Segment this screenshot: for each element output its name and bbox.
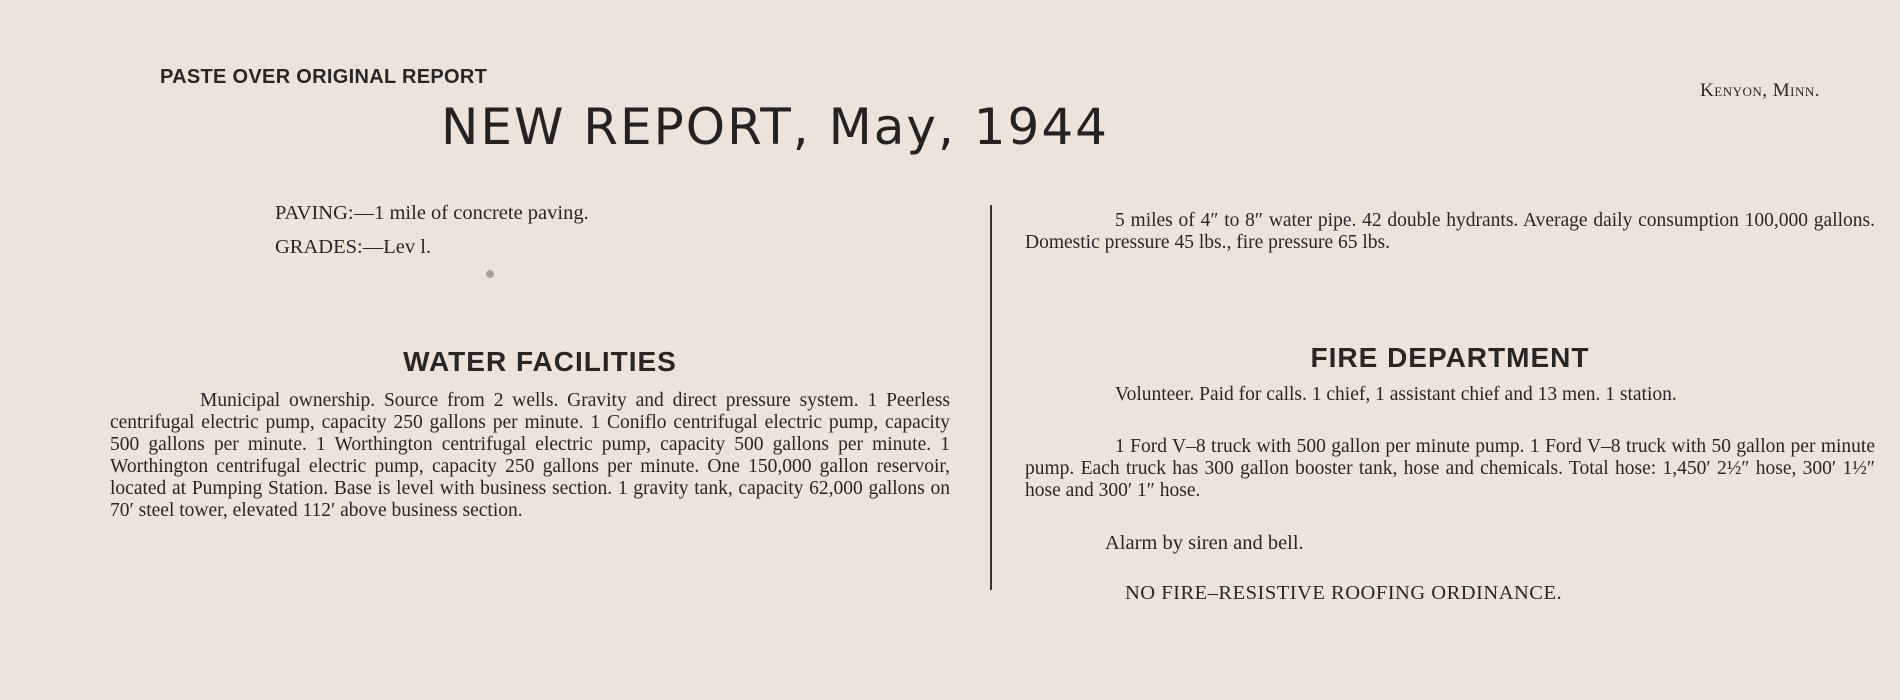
ink-mark (486, 270, 494, 278)
water-facilities-heading: WATER FACILITIES (403, 346, 677, 377)
fire-department-heading: FIRE DEPARTMENT (1310, 342, 1590, 373)
column-divider (990, 205, 992, 590)
alarm-line: Alarm by siren and bell. (1105, 532, 1304, 554)
roofing-ordinance-line: NO FIRE–RESISTIVE ROOFING ORDINANCE. (1125, 582, 1563, 604)
paving-line: PAVING:—1 mile of concrete paving. (275, 202, 589, 224)
water-facilities-text: Municipal ownership. Source from 2 wells. Gravity and direct pressure system. 1 Peerless centrifugal electric pump, capacity 250 gallons per minute. 1 Coniflo centrifugal electric pump, capacity 500 gallons per minute. 1 Worthington centrifugal electric pump, capacity 500 gallons per minute. 1 Worthington centrifugal electric pump, capacity 250 gallons per minute. One 150,000 gallon reservoir, located at Pumping Station. Base is level with business section. 1 gravity tank, capacity 62,000 gallons on 70′ steel tower, elevated 112′ above business section. (110, 390, 950, 521)
fire-department-text-2: 1 Ford V–8 truck with 500 gallon per minute pump. 1 Ford V–8 truck with 50 gallon per minute pump. Each truck has 300 gallon booster tank, hose and chemicals. Total hose: 1,450′ 2½″ hose, 300′ 1½″ hose and 300′ 1″ hose. (1025, 436, 1875, 501)
water-mains-text: 5 miles of 4″ to 8″ water pipe. 42 double hydrants. Average daily consumption 100,000 gallons. Domestic pressure 45 lbs., fire pressure 65 lbs. (1025, 210, 1875, 253)
grades-line: GRADES:—Lev⁠ ⁠l. (275, 236, 432, 258)
location-label: Kenyon, Minn. (1700, 80, 1820, 101)
fire-department-text-1: Volunteer. Paid for calls. 1 chief, 1 assistant chief and 13 men. 1 station. (1115, 384, 1677, 405)
page-title: NEW REPORT, May, 1944 (440, 98, 1109, 156)
paste-over-label: PASTE OVER ORIGINAL REPORT (160, 66, 488, 88)
